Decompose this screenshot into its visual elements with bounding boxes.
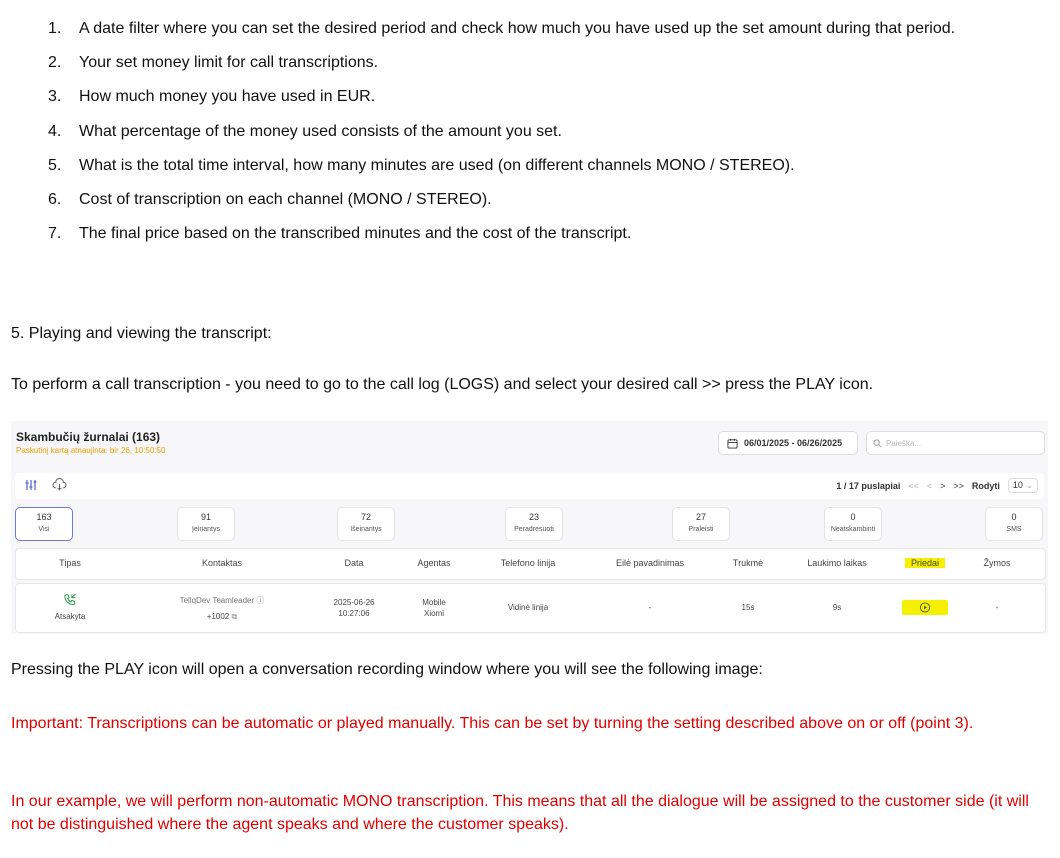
rows-per-page-select[interactable] <box>1008 478 1038 493</box>
press-play-paragraph: Pressing the PLAY icon will open a conversation recording window where you will see the following image: <box>11 661 763 678</box>
agent-name-line2: Xiomi <box>423 609 445 618</box>
chevron-down-icon: ⌄ <box>1025 480 1033 490</box>
list-item: 3. How much money you have used in EUR. <box>48 88 376 106</box>
column-header-queue: Eilė pavadinimas <box>615 558 685 568</box>
queue-value: - <box>648 603 652 612</box>
play-icon[interactable] <box>920 602 931 613</box>
next-page-button[interactable]: > <box>940 480 946 491</box>
example-note: In our example, we will perform non-automatic MONO transcription. This means that all the dialogue will be assigned to the customer side (it will not be distinguished where the agent speaks and where the customer speaks). <box>11 793 1029 833</box>
stat-card-incoming[interactable]: 91 Įeinantys <box>177 507 235 541</box>
page-indicator: 1 / 17 puslapiai <box>836 480 901 491</box>
list-item: 1. A date filter where you can set the desired period and check how much you have used up the set amount during that period. <box>48 20 956 37</box>
intro-paragraph: To perform a call transcription - you need to go to the call log (LOGS) and select your desired call >> press the PLAY icon. <box>11 376 874 393</box>
pagination <box>836 478 1038 493</box>
stat-card-all[interactable]: 163 Visi <box>15 507 73 541</box>
list-item: 4. What percentage of the money used consists of the amount you set. <box>48 122 562 140</box>
call-log-screenshot <box>11 421 1048 634</box>
contact-name: TellqDev Teamleader <box>179 596 255 605</box>
stat-card-sms[interactable]: 0 SMS <box>985 507 1043 541</box>
call-date: 2025-06-26 <box>333 598 375 607</box>
call-type-text: Atsakyta <box>54 612 86 621</box>
copy-icon[interactable]: ⧉ <box>231 612 238 621</box>
table-row[interactable] <box>15 583 1046 633</box>
column-header-duration: Trukmė <box>732 558 764 568</box>
column-header-phone-line: Telefono linija <box>500 558 556 568</box>
stat-card-not-called-back[interactable]: 0 Neatskambinti <box>824 507 882 541</box>
prev-page-button[interactable]: < <box>926 480 933 491</box>
section-heading: 5. Playing and viewing the transcript: <box>11 325 272 342</box>
calendar-icon <box>727 438 738 449</box>
call-log-title: Skambučių žurnalai (163) <box>16 430 161 444</box>
column-header-contact: Kontaktas <box>201 558 243 568</box>
stat-card-forwarded[interactable]: 23 Peradresuoti <box>505 507 563 541</box>
feature-list <box>48 19 1048 258</box>
rows-label: Rodyti <box>971 480 1000 491</box>
search-input[interactable] <box>866 431 1045 455</box>
duration-value: 15s <box>741 603 755 612</box>
column-header-agent: Agentas <box>417 558 451 568</box>
phone-line-value: Vidinė linija <box>507 603 549 612</box>
list-item: 6. Cost of transcription on each channel (MONO / STEREO). <box>48 190 492 208</box>
filter-sliders-icon[interactable] <box>24 478 38 492</box>
date-filter-button[interactable] <box>718 431 858 455</box>
answered-call-icon <box>64 593 77 606</box>
info-icon: ⓘ <box>256 596 265 605</box>
column-header-tags: Žymos <box>983 558 1011 568</box>
column-header-wait-time: Laukimo laikas <box>807 558 867 568</box>
first-page-button[interactable]: << <box>908 480 919 491</box>
search-placeholder: Paieška... <box>886 438 922 448</box>
call-time: 10:27:06 <box>338 609 370 618</box>
search-icon <box>873 439 882 448</box>
important-note: Important: Transcriptions can be automatic or played manually. This can be set by turning the setting described above on or off (point 3). <box>11 715 974 732</box>
stat-card-outgoing[interactable]: 72 Išeinantys <box>337 507 395 541</box>
rows-value: 10 <box>1012 480 1023 490</box>
contact-number-group <box>207 612 237 622</box>
call-stats <box>15 507 1044 541</box>
list-item: 2. Your set money limit for call transcriptions. <box>48 54 379 72</box>
column-header-type: Tipas <box>59 558 81 568</box>
table-header <box>15 548 1046 580</box>
cloud-download-icon[interactable] <box>52 478 67 492</box>
toolbar <box>15 473 1044 499</box>
date-range-text: 06/01/2025 - 06/26/2025 <box>744 438 843 448</box>
column-header-attachments: Priedai <box>905 558 945 568</box>
list-item: 5. What is the total time interval, how many minutes are used (on different channels MONO / STEREO). <box>48 156 795 174</box>
wait-time-value: 9s <box>832 603 842 612</box>
last-updated-text: Paskutinį kartą atnaujinta: bir 26, 10:50:50 <box>16 446 166 455</box>
stat-card-missed[interactable]: 27 Praleisti <box>672 507 730 541</box>
last-page-button[interactable]: >> <box>953 480 964 491</box>
contact-name-group[interactable] <box>180 595 265 606</box>
contact-number: +1002 <box>206 612 230 621</box>
list-item: 7. The final price based on the transcribed minutes and the cost of the transcript. <box>48 225 632 243</box>
agent-name-line1: Mobile <box>422 598 446 607</box>
tags-value: - <box>995 603 999 612</box>
column-header-date: Data <box>344 558 364 568</box>
